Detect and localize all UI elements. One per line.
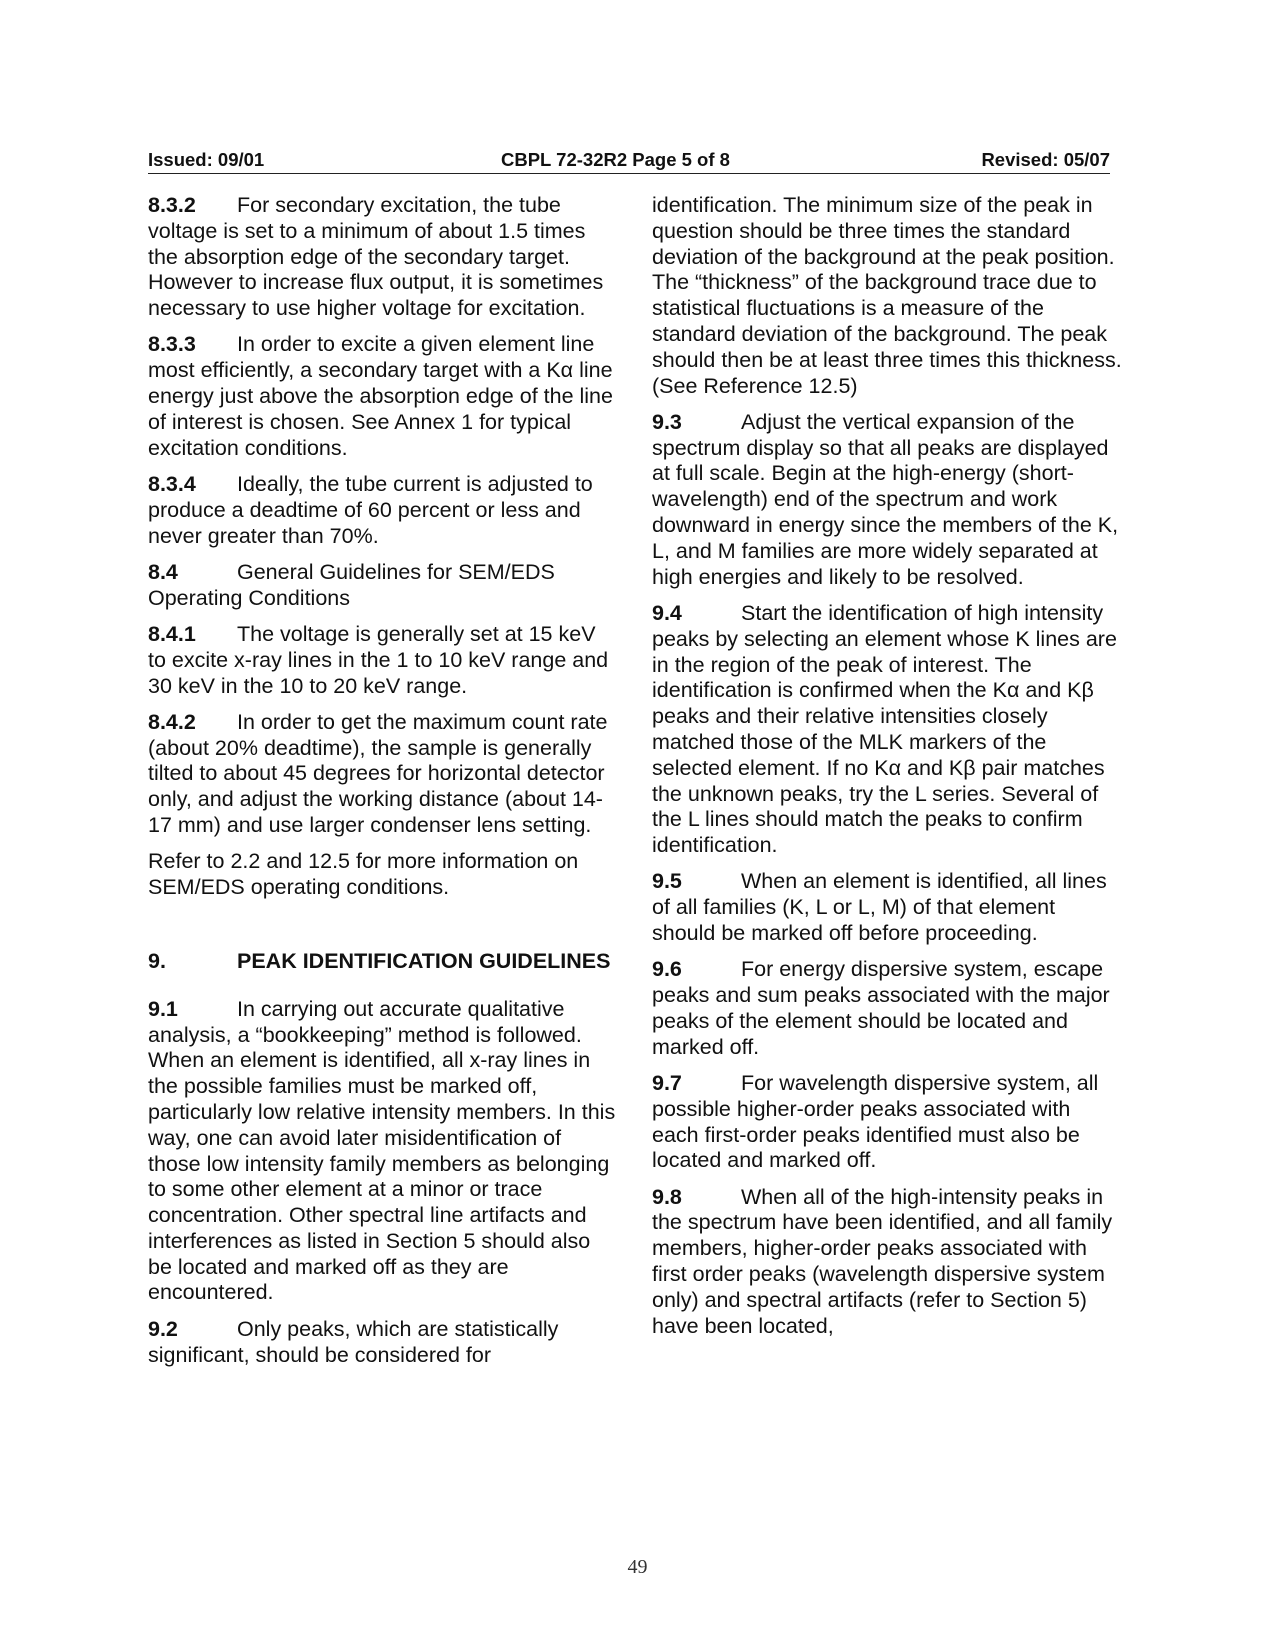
section-number: 9.1 [148, 996, 178, 1021]
issued-date: Issued: 09/01 [148, 149, 265, 170]
paragraph-8-4-1 [148, 622, 618, 699]
section-number: 9.4 [652, 600, 682, 625]
paragraph-9-5 [652, 869, 1122, 946]
paragraph-text: identification. The minimum size of the peak in question should be three times the standard deviation of the background at the peak position. The “thickness” of the background trace due to statistical fluctuations is a measure of the standard deviation of the background. The peak should then be at least three times this thickness. (See Reference 12.5) [652, 193, 1122, 398]
section-number: 9.2 [148, 1316, 178, 1341]
paragraph-9-1 [148, 997, 618, 1307]
paragraph-text: For wavelength dispersive system, all possible higher-order peaks associated with each first-order peaks identified must also be located and marked off. [652, 1071, 1099, 1173]
section-number: 8.3.4 [148, 471, 196, 496]
paragraph-text: Adjust the vertical expansion of the spectrum display so that all peaks are displayed at full scale. Begin at the high-energy (short-wavelength) end of the spectrum and work downward in energy since the members of the K, L, and M families are more widely separated at high energies and likely to be resolved. [652, 409, 1119, 589]
paragraph-8-3-2 [148, 193, 618, 322]
section-heading-9 [148, 949, 618, 975]
paragraph-9-2-continued [652, 193, 1122, 399]
paragraph-9-8 [652, 1185, 1122, 1340]
paragraph-text: Refer to 2.2 and 12.5 for more information on SEM/EDS operating conditions. [148, 849, 579, 900]
paragraph-text: Ideally, the tube current is adjusted to produce a deadtime of 60 percent or less and never greater than 70%. [148, 471, 593, 548]
section-number: 8.4 [148, 559, 178, 584]
section-number: 8.3.3 [148, 332, 196, 357]
section-number: 9.6 [652, 957, 682, 982]
paragraph-9-3 [652, 410, 1122, 591]
paragraph-8-3-4 [148, 472, 618, 549]
paragraph-8-4 [148, 560, 618, 612]
paragraph-text: For energy dispersive system, escape peaks and sum peaks associated with the major peaks of the element should be located and marked off. [652, 957, 1110, 1059]
paragraph-9-2 [148, 1317, 618, 1369]
page-header [148, 143, 1110, 174]
paragraph-9-6 [652, 957, 1122, 1060]
paragraph-text: The voltage is generally set at 15 keV to excite x-ray lines in the 1 to 10 keV range and 30 keV in the 10 to 20 keV range. [148, 621, 609, 698]
section-number: 9.3 [652, 409, 682, 434]
page-number: 49 [627, 1556, 648, 1578]
paragraph-text: When all of the high-intensity peaks in the spectrum have been identified, and all family members, higher-order peaks associated with first order peaks (wavelength dispersive system only) and spectral artifacts (refer to Section 5) have been located, [652, 1184, 1113, 1338]
paragraph-refer [148, 849, 618, 901]
paragraph-text: Only peaks, which are statistically significant, should be considered for [148, 1316, 559, 1367]
section-number: 9. [148, 948, 166, 973]
paragraph-8-4-2 [148, 710, 618, 839]
paragraph-text: In carrying out accurate qualitative analysis, a “bookkeeping” method is followed. When an element is identified, all x-ray lines in the possible families must be marked off, particularly low relative intensity members. In this way, one can avoid later misidentification of those low intensity family members as belonging to some other element at a minor or trace concentration. Other spectral line artifacts and interferences as listed in Section 5 should also be located and marked off as they are encountered. [148, 996, 616, 1305]
paragraph-8-3-3 [148, 332, 618, 461]
paragraph-text: For secondary excitation, the tube voltage is set to a minimum of about 1.5 times the absorption edge of the secondary target. However to increase flux output, it is sometimes necessary to use higher voltage for excitation. [148, 193, 604, 321]
paragraph-9-4 [652, 601, 1122, 859]
paragraph-9-7 [652, 1071, 1122, 1174]
paragraph-text: In order to excite a given element line most efficiently, a secondary target with a Kα line energy just above the absorption edge of the line of interest is chosen. See Annex 1 for typical excitation conditions. [148, 332, 613, 460]
revised-date: Revised: 05/07 [981, 149, 1110, 170]
section-title: PEAK IDENTIFICATION GUIDELINES [237, 948, 611, 973]
section-number: 9.7 [652, 1071, 682, 1095]
right-column [652, 193, 1122, 1350]
section-number: 8.3.2 [148, 193, 196, 217]
paragraph-text: In order to get the maximum count rate (about 20% deadtime), the sample is generally tilted to about 45 degrees for horizontal detector only, and adjust the working distance (about 14-17 mm) and use larger condenser lens setting. [148, 709, 608, 838]
section-number: 8.4.2 [148, 709, 196, 734]
paragraph-text: General Guidelines for SEM/EDS Operating Conditions [148, 559, 555, 610]
paragraph-text: Start the identification of high intensity peaks by selecting an element whose K lines are in the region of the peak of interest. The identification is confirmed when the Kα and Kβ peaks and their relative intensities closely matched those of the MLK markers of the selected element. If no Kα and Kβ pair matches the unknown peaks, try the L series. Several of the L lines should match the peaks to confirm identification. [652, 600, 1117, 858]
section-number: 9.5 [652, 869, 682, 894]
section-number: 8.4.1 [148, 621, 196, 646]
paragraph-text: When an element is identified, all lines of all families (K, L or L, M) of that element should be marked off before proceeding. [652, 869, 1107, 946]
document-id: CBPL 72-32R2 Page 5 of 8 [501, 149, 730, 170]
left-column [148, 193, 618, 1379]
section-number: 9.8 [652, 1184, 682, 1209]
